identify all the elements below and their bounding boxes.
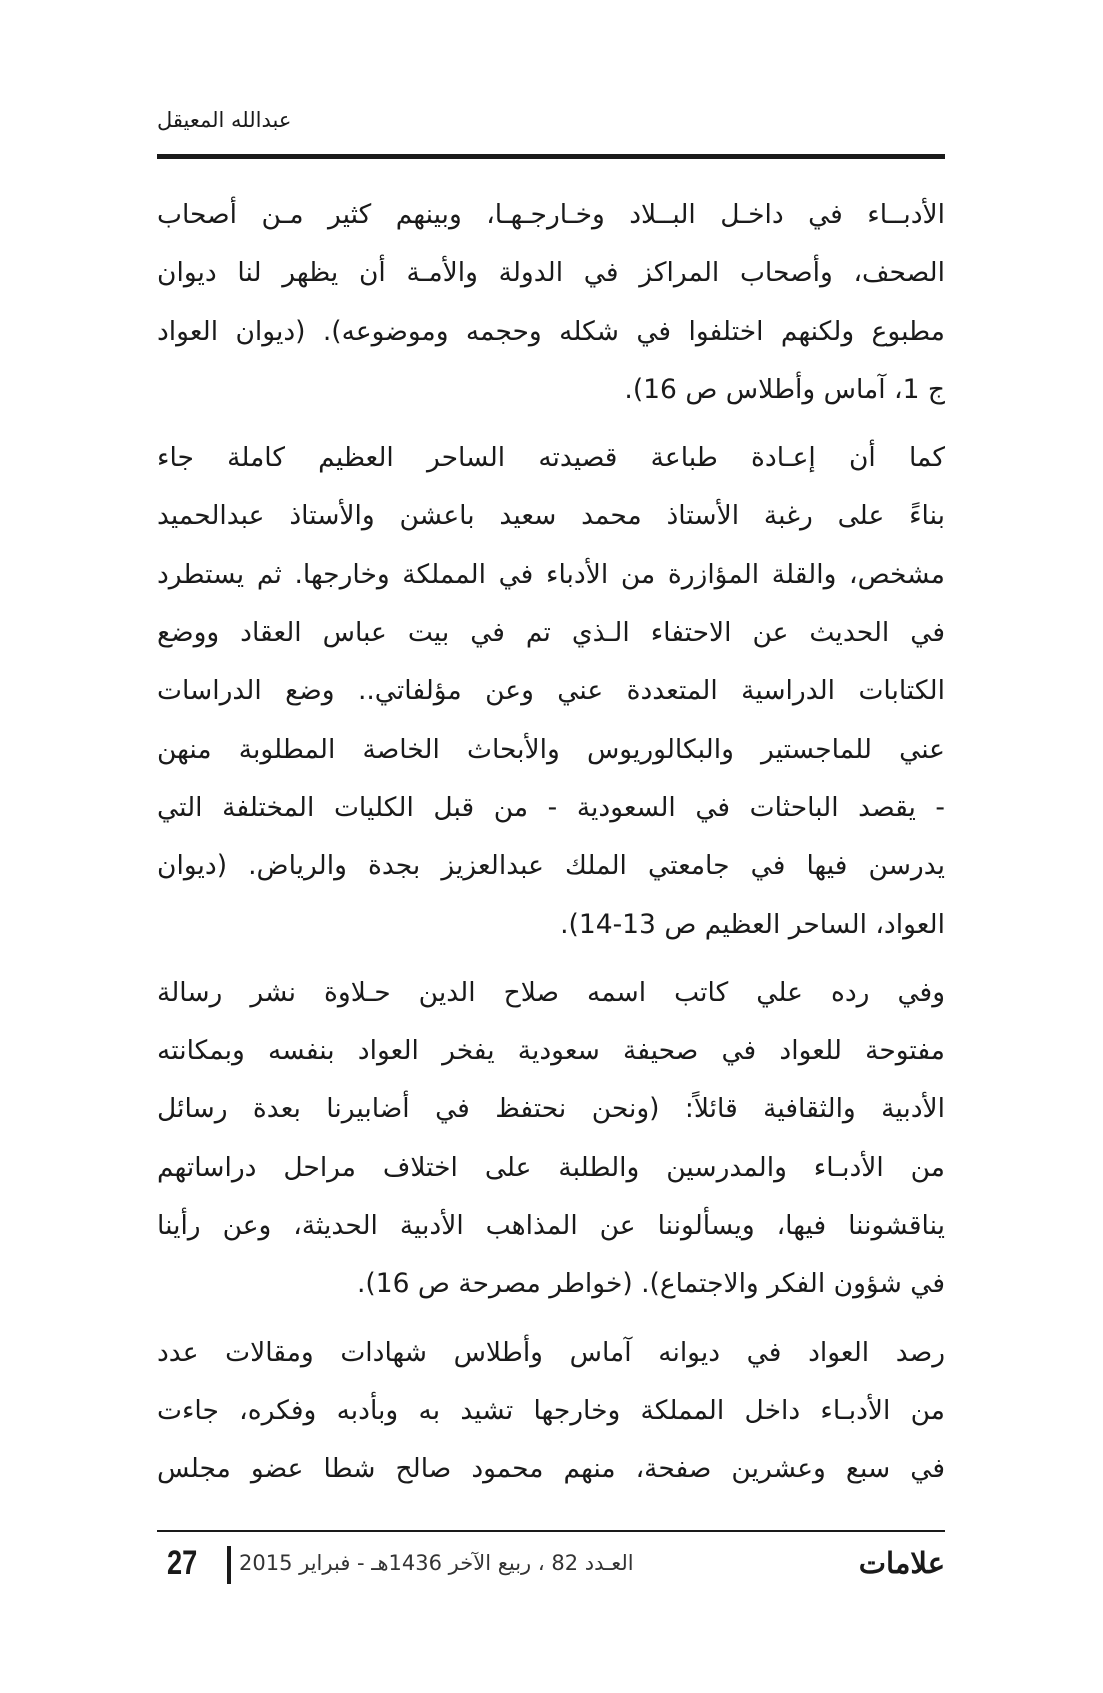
text-line: في شؤون الفكر والاجتماع). (خواطر مصرحة ص 16). — [357, 1268, 945, 1300]
page-number: 27 — [167, 1544, 198, 1582]
text-line: كما أن إعـادة طباعة قصيدته الساحر العظيم كاملة جاء — [157, 442, 945, 474]
paragraph — [157, 964, 945, 1314]
running-header-author: عبدالله المعيقل — [157, 108, 292, 132]
text-line: الأدبــاء في داخـل البــلاد وخـارجـهـا، وبينهم كثير مـن أصحاب — [157, 199, 945, 230]
text-line: بناءً على رغبة الأستاذ محمد سعيد باعشن والأستاذ عبدالحميد — [157, 500, 945, 532]
text-line: من الأدبـاء والمدرسين والطلبة على اختلاف مراحل دراساتهم — [157, 1151, 945, 1183]
issue-info: العـدد 82 ، ربيع الآخر 1436هـ - فبراير 2015 — [239, 1551, 634, 1575]
footer-divider — [157, 1530, 945, 1532]
text-line: يدرسن فيها في جامعتي الملك عبدالعزيز بجدة والرياض. (ديوان — [157, 850, 945, 882]
page-footer — [157, 1544, 945, 1584]
text-line: - يقصد الباحثات في السعودية - من قبل الكليات المختلفة التي — [157, 791, 945, 823]
text-line: مفتوحة للعواد في صحيفة سعودية يفخر العواد بنفسه وبمكانته — [157, 1035, 945, 1067]
header-divider — [157, 154, 945, 159]
text-line: وفي رده علي كاتب اسمه صلاح الدين حـلاوة نشر رسالة — [157, 976, 945, 1008]
footer-separator-bar — [227, 1546, 231, 1584]
text-line: الأدبية والثقافية قائلاً: (ونحن نحتفظ في أضابيرنا بعدة رسائل — [157, 1093, 945, 1125]
text-line: في الحديث عن الاحتفاء الـذي تم في بيت عباس العقاد ووضع — [157, 617, 945, 649]
text-line: مطبوع ولكنهم اختلفوا في شكله وحجمه وموضوعه). (ديوان العواد — [157, 315, 945, 347]
text-line: الكتابات الدراسية المتعددة عني وعن مؤلفاتي.. وضع الدراسات — [157, 675, 945, 707]
text-line: رصد العواد في ديوانه آماس وأطلاس شهادات ومقالات عدد — [157, 1336, 945, 1368]
text-line: الصحف، وأصحاب المراكز في الدولة والأمـة أن يظهر لنا ديوان — [157, 257, 945, 289]
text-line: في سبع وعشرين صفحة، منهم محمود صالح شطا عضو مجلس — [157, 1453, 945, 1485]
text-line: يناقشوننا فيها، ويسألوننا عن المذاهب الأدبية الحديثة، وعن رأينا — [157, 1210, 945, 1242]
paragraph — [157, 429, 945, 954]
text-line: عني للماجستير والبكالوريوس والأبحاث الخاصة المطلوبة منهن — [157, 733, 945, 765]
paragraph — [157, 1324, 945, 1499]
text-line: ج 1، آماس وأطلاس ص 16). — [624, 373, 945, 405]
text-line: من الأدبـاء داخل المملكة وخارجها تشيد به وبأدبه وفكره، جاءت — [157, 1394, 945, 1426]
article-body — [157, 186, 945, 1509]
magazine-logo: علامات — [858, 1546, 945, 1580]
text-line: مشخص، والقلة المؤازرة من الأدباء في المملكة وخارجها. ثم يستطرد — [157, 558, 945, 590]
text-line: العواد، الساحر العظيم ص 13-14). — [560, 908, 945, 940]
paragraph — [157, 186, 945, 419]
